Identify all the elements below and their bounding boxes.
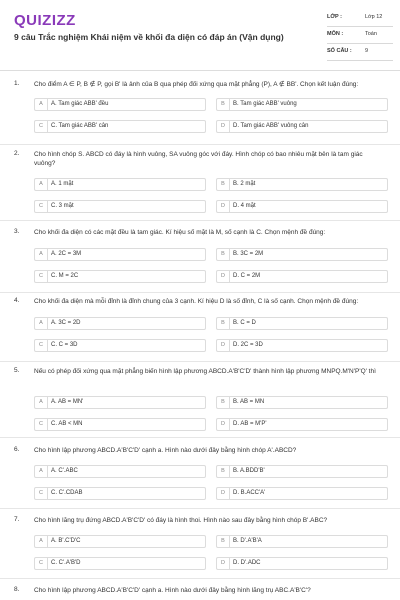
- option-b[interactable]: [216, 465, 388, 478]
- option-letter: C: [35, 558, 48, 569]
- option-letter: C: [35, 340, 48, 351]
- option-letter: B: [217, 179, 230, 190]
- option-letter: D: [217, 271, 230, 282]
- option-letter: D: [217, 201, 230, 212]
- question-text: Cho khối đa diện có các mặt đều là tam giác. Kí hiệu số mặt là M, số cạnh là C. Chọn mệnh đề đúng:: [34, 229, 326, 236]
- question-text: Cho hình lập phương ABCD.A'B'C'D' cạnh a. Hình nào dưới đây bằng hình chóp A'.ABCD?: [34, 447, 297, 454]
- option-letter: D: [217, 558, 230, 569]
- option-d[interactable]: [216, 120, 388, 133]
- option-text: D. 2C = 3D: [233, 342, 263, 348]
- option-text: D. 4 mặt: [233, 203, 256, 209]
- option-d[interactable]: [216, 200, 388, 213]
- option-d[interactable]: [216, 418, 388, 431]
- meta-row-subject: [327, 27, 393, 44]
- question-number: 8.: [14, 586, 20, 593]
- worksheet-title: 9 câu Trắc nghiệm Khái niệm về khối đa diện có đáp án (Vận dụng): [14, 32, 284, 42]
- question-divider: [0, 508, 400, 509]
- question-5: [14, 367, 390, 435]
- option-c[interactable]: [34, 487, 206, 500]
- option-letter: B: [217, 466, 230, 477]
- option-text: C. C'.CDAB: [51, 490, 83, 496]
- option-letter: B: [217, 318, 230, 329]
- question-divider: [0, 292, 400, 293]
- option-letter: A: [35, 249, 48, 260]
- option-letter: A: [35, 466, 48, 477]
- option-d[interactable]: [216, 270, 388, 283]
- option-text: C. AB < MN: [51, 421, 83, 427]
- option-c[interactable]: [34, 418, 206, 431]
- header-divider: [0, 70, 400, 71]
- question-divider: [0, 437, 400, 438]
- meta-label: SỐ CÂU :: [327, 48, 352, 54]
- option-letter: D: [217, 419, 230, 430]
- meta-label: LỚP :: [327, 14, 342, 20]
- option-b[interactable]: [216, 535, 388, 548]
- option-text: C. M = 2C: [51, 273, 79, 279]
- question-text: Cho hình chóp S. ABCD có đáy là hình vuông, SA vuông góc với đáy. Hình chóp có bao nhiêu mặt bên là tam giác vuông?: [34, 151, 363, 167]
- question-7: [14, 516, 390, 576]
- option-c[interactable]: [34, 200, 206, 213]
- option-text: A. Tam giác ABB' đều: [51, 101, 109, 107]
- option-text: D. AB = M'P': [233, 421, 267, 427]
- option-a[interactable]: [34, 98, 206, 111]
- option-text: B. A.BDD'B': [233, 468, 265, 474]
- option-text: A. B'.C'D'C: [51, 538, 81, 544]
- option-text: B. C = D: [233, 320, 256, 326]
- option-letter: A: [35, 318, 48, 329]
- option-letter: B: [217, 249, 230, 260]
- option-text: B. 2 mặt: [233, 181, 256, 187]
- option-text: A. C'.ABC: [51, 468, 78, 474]
- question-number: 1.: [14, 80, 20, 87]
- worksheet-meta: [327, 10, 393, 61]
- option-text: A. 3C = 2D: [51, 320, 81, 326]
- option-text: D. D'.ADC: [233, 560, 261, 566]
- option-text: D. B.ACC'A': [233, 490, 266, 496]
- option-d[interactable]: [216, 487, 388, 500]
- question-text: Nếu có phép đối xứng qua mặt phẳng biến hình lập phương ABCD.A'B'C'D' thành hình lập phương MNPQ.M'N'P'Q' thì: [34, 368, 376, 375]
- option-text: B. Tam giác ABB' vuông: [233, 101, 297, 107]
- option-d[interactable]: [216, 557, 388, 570]
- option-text: B. AB = MN: [233, 399, 265, 405]
- option-letter: B: [217, 536, 230, 547]
- question-text: Cho điểm A ∈ P, B ∉ P, gọi B' là ảnh của B qua phép đối xứng qua mặt phẳng (P), A ∉ BB'. Chọn kết luận đúng:: [34, 81, 359, 88]
- option-text: B. D'.A'B'A: [233, 538, 262, 544]
- option-b[interactable]: [216, 248, 388, 261]
- option-letter: A: [35, 397, 48, 408]
- option-text: A. AB = MN': [51, 399, 84, 405]
- question-number: 5.: [14, 367, 20, 374]
- question-number: 6.: [14, 446, 20, 453]
- option-letter: C: [35, 488, 48, 499]
- quizizz-logo: QUIZIZZ: [14, 12, 76, 29]
- meta-row-count: [327, 44, 393, 61]
- question-text: Cho khối đa diện mà mỗi đỉnh là đỉnh chung của 3 cạnh. Kí hiệu D là số đỉnh, C là số cạnh. Chọn mệnh đề đúng:: [34, 298, 359, 305]
- option-letter: C: [35, 419, 48, 430]
- question-number: 2.: [14, 150, 20, 157]
- option-letter: D: [217, 340, 230, 351]
- question-number: 7.: [14, 516, 20, 523]
- question-divider: [0, 578, 400, 579]
- option-letter: C: [35, 271, 48, 282]
- question-8: [14, 586, 390, 598]
- option-b[interactable]: [216, 317, 388, 330]
- option-letter: B: [217, 397, 230, 408]
- question-divider: [0, 144, 400, 145]
- option-a[interactable]: [34, 465, 206, 478]
- option-c[interactable]: [34, 270, 206, 283]
- option-c[interactable]: [34, 120, 206, 133]
- option-a[interactable]: [34, 178, 206, 191]
- meta-row-grade: [327, 10, 393, 27]
- option-text: C. C = 3D: [51, 342, 78, 348]
- option-letter: C: [35, 201, 48, 212]
- option-letter: D: [217, 121, 230, 132]
- option-a[interactable]: [34, 535, 206, 548]
- option-text: C. C'.A'B'D: [51, 560, 81, 566]
- question-3: [14, 228, 390, 290]
- option-letter: A: [35, 536, 48, 547]
- option-letter: B: [217, 99, 230, 110]
- option-letter: D: [217, 488, 230, 499]
- option-a[interactable]: [34, 396, 206, 409]
- option-letter: A: [35, 179, 48, 190]
- option-b[interactable]: [216, 98, 388, 111]
- option-letter: A: [35, 99, 48, 110]
- meta-value: Toán: [365, 31, 377, 37]
- option-text: D. Tam giác ABB' vuông cân: [233, 123, 309, 129]
- option-d[interactable]: [216, 339, 388, 352]
- option-text: A. 1 mặt: [51, 181, 74, 187]
- option-b[interactable]: [216, 178, 388, 191]
- question-number: 4.: [14, 297, 20, 304]
- question-divider: [0, 220, 400, 221]
- meta-value: Lớp 12: [365, 14, 383, 20]
- option-text: D. C = 2M: [233, 273, 261, 279]
- question-2: [14, 150, 390, 218]
- meta-label: MÔN :: [327, 31, 344, 37]
- question-6: [14, 446, 390, 506]
- question-number: 3.: [14, 228, 20, 235]
- option-b[interactable]: [216, 396, 388, 409]
- option-text: C. 3 mặt: [51, 203, 74, 209]
- option-c[interactable]: [34, 557, 206, 570]
- meta-value: 9: [365, 48, 369, 54]
- question-1: [14, 80, 390, 142]
- question-text: Cho hình lập phương ABCD.A'B'C'D' cạnh a. Hình nào dưới đây bằng hình lăng trụ ABC.A'B'C'?: [34, 587, 311, 594]
- option-c[interactable]: [34, 339, 206, 352]
- option-text: A. 2C = 3M: [51, 251, 82, 257]
- option-letter: C: [35, 121, 48, 132]
- option-a[interactable]: [34, 248, 206, 261]
- option-a[interactable]: [34, 317, 206, 330]
- option-text: B. 3C = 2M: [233, 251, 264, 257]
- question-text: Cho hình lăng trụ đứng ABCD.A'B'C'D' có đáy là hình thoi. Hình nào sau đây bằng hình chóp B'.ABC?: [34, 517, 328, 524]
- question-4: [14, 297, 390, 359]
- question-divider: [0, 361, 400, 362]
- option-text: C. Tam giác ABB' cân: [51, 123, 109, 129]
- worksheet-header: [0, 0, 400, 70]
